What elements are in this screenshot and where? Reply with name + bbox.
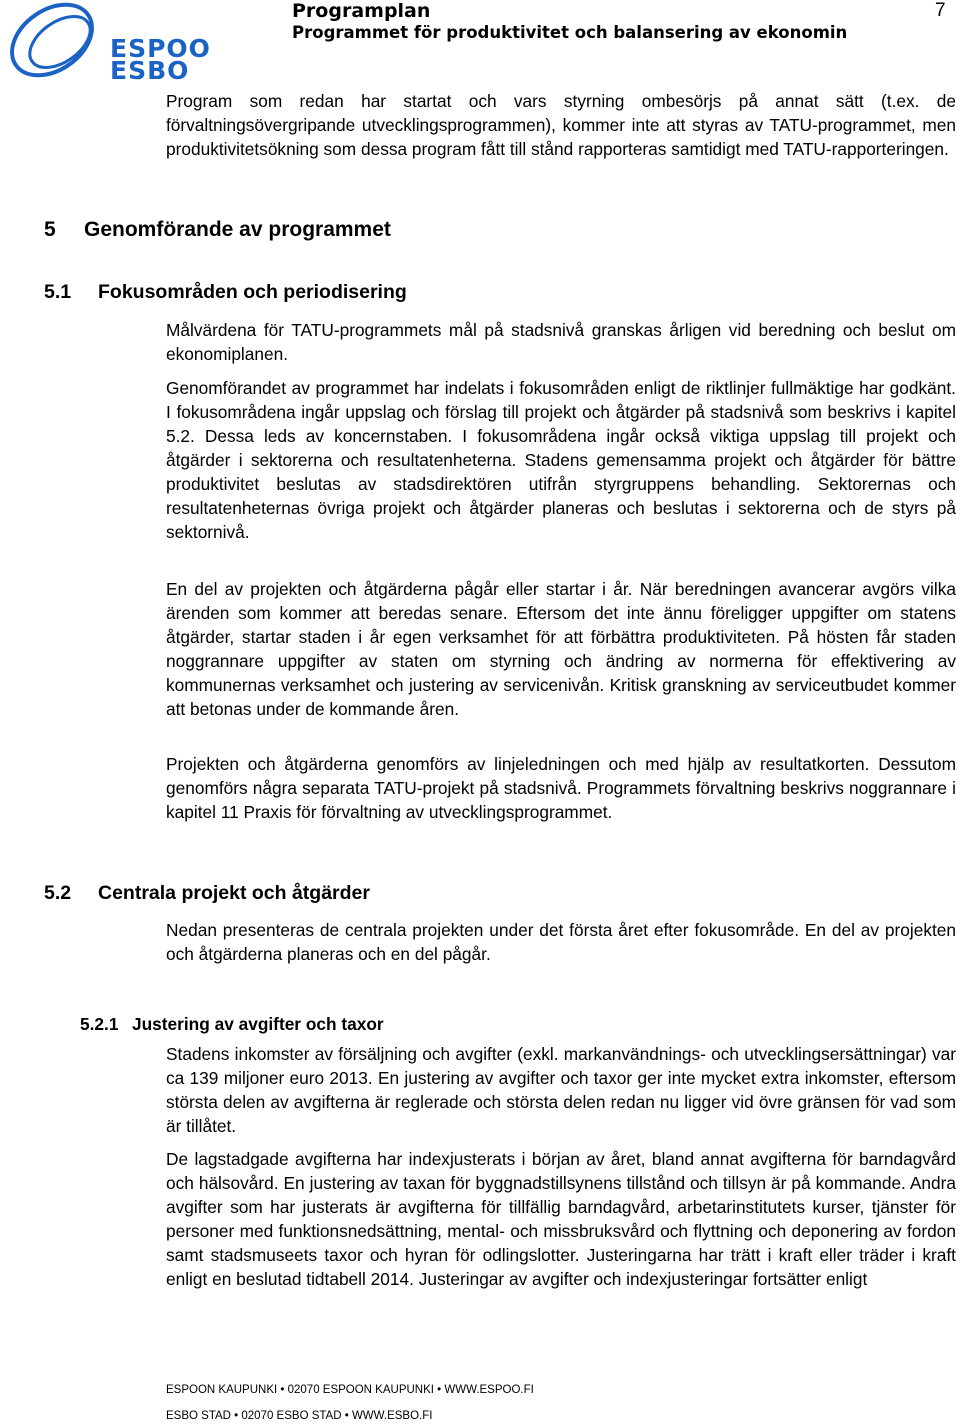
intro-paragraph: Program som redan har startat och vars styrning ombesörjs på annat sätt (t.ex. de förvaltningsövergripande utvecklingsprogrammen), kommer inte att styras av TATU-programmet, men produktivitetsökning som dessa program fått till stånd rapporteras samtidigt med TATU-rapporteringen.	[166, 91, 956, 159]
section-5-2-heading	[44, 880, 370, 906]
section-5-1-paragraph-4: Projekten och åtgärderna genomförs av linjeledningen och med hjälp av resultatkorten. Dessutom genomförs några separata TATU-projekt på stadsnivå. Programmets förvaltning beskrivs noggrannare i kapitel 11 Praxis för förvaltning av utvecklingsprogrammet.	[166, 754, 956, 822]
section-5-2-1-number: 5.2.1	[80, 1014, 119, 1034]
document-subtitle: Programmet för produktivitet och balansering av ekonomin	[292, 23, 848, 42]
section-5-1-heading	[44, 279, 407, 305]
section-5-number: 5	[44, 218, 56, 241]
section-5-2-1-heading	[80, 1012, 384, 1036]
section-5-1-paragraph-2: Genomförandet av programmet har indelats i fokusområden enligt de riktlinjer fullmäktige har godkänt. I fokusområdena ingår uppslag och förslag till projekt och åtgärder på stadsnivå som beskrivs i kapitel 5.2. Dessa leds av koncernstaben. I fokusområdena ingår också viktiga uppslag till projekt och åtgärder i sektorerna och resultatenheterna. Stadens gemensamma projekt och åtgärder för bättre produktivitet beslutas av stadsdirektören utifrån styrgruppens behandling. Sektorernas och resultatenheternas övriga projekt och åtgärder planeras och beslutas i sektorerna och de styrs på sektornivå.	[166, 378, 956, 542]
logo-text-fi: ESPOO	[110, 34, 211, 63]
section-5-title: Genomförande av programmet	[84, 218, 391, 241]
section-5-1-paragraph-1: Målvärdena för TATU-programmets mål på stadsnivå granskas årligen vid beredning och beslut om ekonomiplanen.	[166, 320, 956, 364]
section-5-1-title: Fokusområden och periodisering	[98, 281, 407, 303]
espoo-logo	[4, 0, 211, 88]
page-number: 7	[935, 0, 946, 21]
section-5-2-number: 5.2	[44, 882, 72, 904]
footer-line-fi: ESPOON KAUPUNKI • 02070 ESPOON KAUPUNKI • WWW.ESPOO.FI	[166, 1384, 534, 1396]
section-5-2-1-title: Justering av avgifter och taxor	[132, 1014, 384, 1034]
section-5-heading	[44, 216, 391, 244]
section-5-2-title: Centrala projekt och åtgärder	[98, 882, 370, 904]
section-5-2-paragraph: Nedan presenteras de centrala projekten under det första året efter fokusområde. En del av projekten och åtgärderna planeras och en del pågår.	[166, 920, 956, 964]
section-5-2-1-paragraph-1: Stadens inkomster av försäljning och avgifter (exkl. markanvändnings- och utvecklingsersättningar) var ca 139 miljoner euro 2013. En justering av avgifter och taxor ger inte mycket extra inkomster, eftersom största delen av avgifterna är reglerade och största delen redan nu ligger vid övre gränsen för vad som är tillåtet.	[166, 1044, 956, 1136]
document-title: Programplan	[292, 0, 431, 22]
section-5-1-paragraph-3: En del av projekten och åtgärderna pågår eller startar i år. När beredningen avancerar avgörs vilka ärenden som kommer att beredas senare. Eftersom det inte ännu föreligger uppgifter om statens åtgärder, startar staden i år egen verksamhet för att förbättra produktiviteten. På hösten får staden noggrannare uppgifter av staten om styrning och ändring av normerna för effektivering av kommunernas verksamhet och justering av servicenivån. Kritisk granskning av serviceutbudet kommer att betonas under de kommande åren.	[166, 579, 956, 719]
logo-text-sv: ESBO	[110, 56, 190, 85]
footer-line-sv: ESBO STAD • 02070 ESBO STAD • WWW.ESBO.FI	[166, 1410, 433, 1422]
section-5-2-1-paragraph-2: De lagstadgade avgifterna har indexjusterats i början av året, bland annat avgifterna för barndagvård och hälsovård. En justering av taxan för byggnadstillsynens tillstånd och tillsyn är på kommande. Andra avgifter som har justerats är avgifterna för tillfällig barndagvård, arbetarinstitutets kurser, tjänster för personer med funktionsnedsättning, mental- och missbruksvård och flyttning och deponering av fordon samt stadsmuseets taxor och hyran för odlingslotter. Justeringarna har trätt i kraft eller träder i kraft enligt en beslutad tidtabell 2014. Justeringar av avgifter och indexjusteringar fortsätter enligt	[166, 1149, 956, 1289]
section-5-1-number: 5.1	[44, 281, 72, 303]
espoo-logo-mark-icon	[4, 0, 114, 88]
